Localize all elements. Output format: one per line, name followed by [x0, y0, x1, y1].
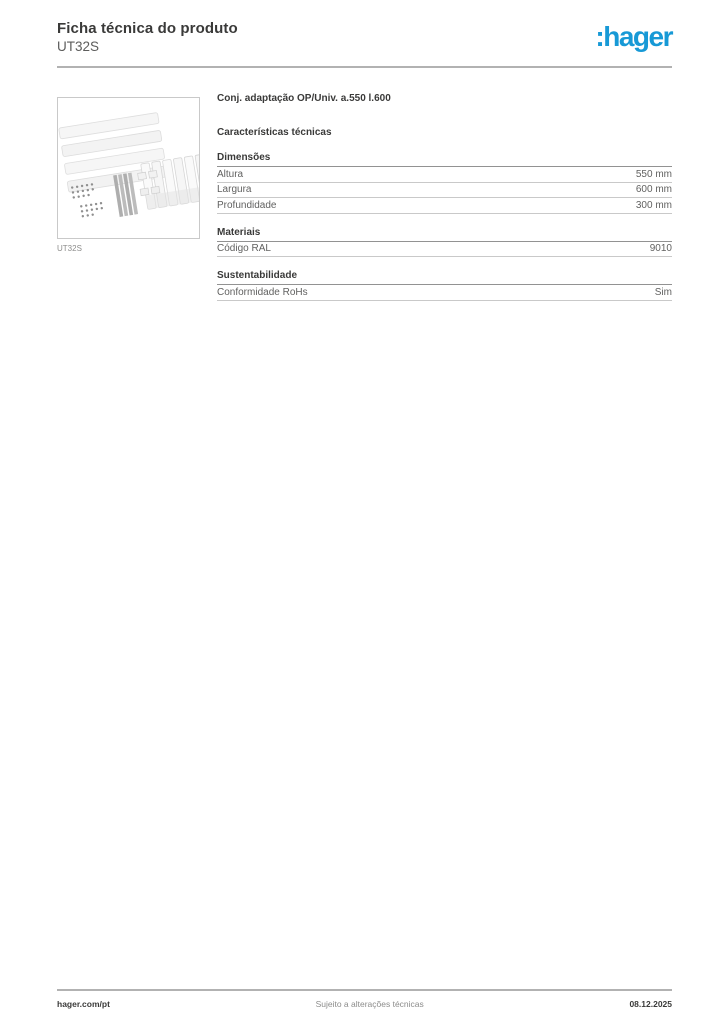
spec-row: [217, 198, 672, 214]
spec-label: Altura: [217, 168, 244, 180]
spec-value: 550 mm: [635, 168, 672, 180]
header: [57, 20, 672, 55]
footer-disclaimer: Sujeito a alterações técnicas: [315, 999, 424, 1009]
spec-value: 300 mm: [635, 199, 672, 211]
spec-label: Código RAL: [217, 243, 271, 254]
spec-value: 600 mm: [635, 184, 672, 195]
section-sustainability: [217, 270, 672, 301]
product-reference: UT32S: [57, 39, 100, 54]
spec-row: [217, 167, 672, 183]
spec-value: Sim: [654, 286, 672, 298]
product-name: Conj. adaptação OP/Univ. a.550 l.600: [217, 93, 391, 104]
spec-row: [217, 183, 672, 199]
product-image-caption: UT32S: [57, 244, 82, 253]
product-photo-illustration: [58, 98, 199, 238]
header-divider: [57, 66, 672, 68]
footer-date: 08.12.2025: [629, 999, 672, 1009]
section-title: Sustentabilidade: [217, 270, 672, 285]
section-dimensions: [217, 152, 672, 214]
hager-logo: :hager: [595, 21, 672, 52]
spec-label: Conformidade RoHs: [217, 286, 308, 298]
spec-value: 9010: [649, 243, 672, 254]
section-title: Dimensões: [217, 152, 672, 167]
spec-label: Profundidade: [217, 199, 277, 211]
spec-label: Largura: [217, 184, 252, 195]
spec-row: [217, 242, 672, 258]
specs-column: [217, 92, 672, 301]
footer: [57, 999, 672, 1009]
spec-row: [217, 285, 672, 301]
section-materials: [217, 227, 672, 258]
footer-website: hager.com/pt: [57, 999, 110, 1009]
section-title: Materiais: [217, 227, 672, 242]
product-image: [57, 97, 200, 239]
specs-heading: Características técnicas: [217, 127, 332, 138]
footer-divider: [57, 989, 672, 991]
page-title: Ficha técnica do produto: [57, 20, 238, 37]
